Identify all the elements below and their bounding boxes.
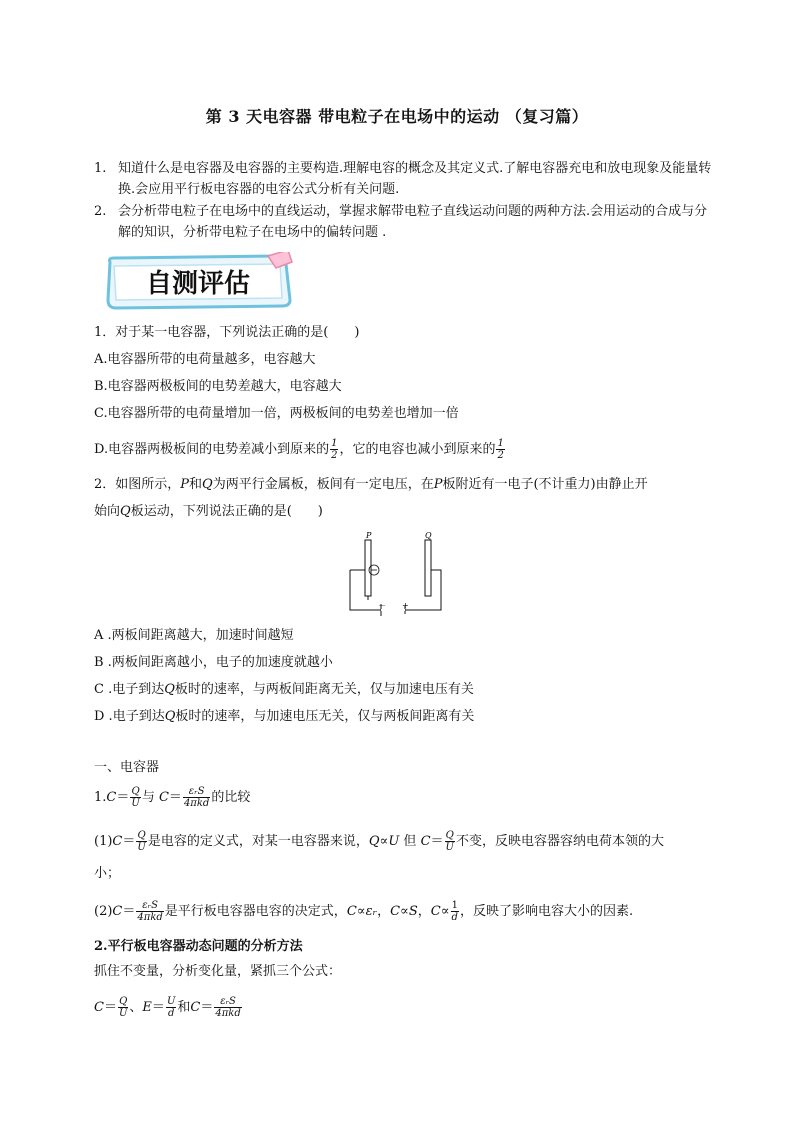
plate-q-label: Q <box>425 531 432 540</box>
eps-s-over-4pikd <box>214 996 241 1019</box>
sym-c: C <box>190 1000 201 1015</box>
q2-text: 板附近有一电子(不计重力)由静止开 <box>442 477 648 492</box>
objective-number: 1. <box>94 161 107 176</box>
n-text: ， <box>377 904 391 919</box>
n-text: 和 <box>177 1000 191 1015</box>
n-text: 但 <box>399 834 421 849</box>
frac-numerator: 1 <box>497 438 504 449</box>
prop-sign: ∝ <box>379 834 389 849</box>
frac-denominator: d <box>451 912 458 923</box>
q2-option-b: B .两板间距离越小，电子的加速度就越小 <box>94 655 333 670</box>
frac-numerator: 1 <box>451 900 458 911</box>
eq-sign: ＝ <box>122 834 136 849</box>
q-over-u <box>130 786 140 809</box>
sym-c: C <box>94 1000 104 1015</box>
sym-c: C <box>346 904 357 919</box>
eps-s-over-4pikd <box>136 900 163 923</box>
determinant-paragraph <box>94 900 633 923</box>
frac-numerator: 1 <box>331 438 338 449</box>
q2-stem-line-2 <box>94 502 323 522</box>
sym-c: C <box>106 790 117 805</box>
formula-compare-line <box>94 786 250 809</box>
frac-numerator: Q <box>119 996 128 1007</box>
n-text: 1. <box>94 790 107 805</box>
eq-sign: ＝ <box>151 1000 165 1015</box>
q2-d-text: 板时的速率，与加速电压无关，仅与两板间距离有关 <box>175 709 475 724</box>
n-text: 是电容的定义式，对某一电容器来说， <box>147 834 369 849</box>
q1-stem: 1．对于某一电容器，下列说法正确的是( ) <box>94 325 360 340</box>
q1-option-c: C.电容器所带的电荷量增加一倍，两极板间的电势差也增加一倍 <box>94 406 459 421</box>
one-over-d <box>451 900 459 923</box>
frac-numerator: Q <box>137 830 146 841</box>
frac-denominator: d <box>167 1008 175 1019</box>
q2-option-c <box>94 680 474 700</box>
half-fraction <box>330 438 338 461</box>
eq-sign: ＝ <box>430 834 444 849</box>
sym-c: C <box>430 904 441 919</box>
q2-c-text: 板时的速率，与两板间距离无关，仅与加速电压有关 <box>174 682 474 697</box>
sym-c: C <box>420 834 431 849</box>
q2-d-text: D .电子到达 <box>94 709 165 724</box>
q2-q: Q <box>164 682 175 697</box>
eq-sign: ＝ <box>116 790 130 805</box>
objective-text: 会分析带电粒子在电场中的直线运动，掌握求解带电粒子直线运动问题的两种方法.会用运动的合成与分解的知识，分析带电粒子在电场中的偏转问题 . <box>118 204 708 240</box>
q2-q: Q <box>202 477 213 492</box>
sym-e: E <box>142 1000 152 1015</box>
frac-denominator: 4πkd <box>215 1008 241 1019</box>
parallel-plates-diagram <box>345 530 445 616</box>
prop-sign: ∝ <box>400 904 409 919</box>
frac-numerator: Q <box>445 830 454 841</box>
q2-q: Q <box>164 709 176 724</box>
sym-u: U <box>388 834 400 849</box>
sym-c: C <box>390 904 401 919</box>
n-text: 不变，反映电容器容纳电荷本领的大 <box>455 834 664 849</box>
frac-denominator: U <box>445 842 454 853</box>
q2-text: 和 <box>189 477 203 492</box>
sym-c: C <box>112 834 123 849</box>
frac-denominator: U <box>118 1008 128 1019</box>
banner-label: 自测评估 <box>145 269 251 299</box>
q1-d-text-2: ，它的电容也减小到原来的 <box>339 442 496 457</box>
sym-c: C <box>158 790 169 805</box>
sym-q: Q <box>368 834 380 849</box>
u-over-d <box>166 996 176 1019</box>
objective-text: 知道什么是电容器及电容器的主要构造.理解电容的概念及其定义式.了解电容器充电和放电现象及能量转换.会应用平行板电容器的电容公式分析有关问题. <box>118 161 712 197</box>
n-text: ， <box>417 904 431 919</box>
n-text: (1) <box>94 834 113 849</box>
q2-p: P <box>433 477 443 492</box>
minus-sign: － <box>378 601 386 610</box>
objective-1 <box>94 158 714 200</box>
n-text: 、 <box>129 1000 143 1015</box>
q2-p: P <box>180 477 190 492</box>
frac-denominator: 4πkd <box>137 912 163 923</box>
eq-sign: ＝ <box>103 1000 117 1015</box>
eq-sign: ＝ <box>200 1000 214 1015</box>
sym-er: εᵣ <box>365 904 378 919</box>
n-text: 的比较 <box>211 790 251 805</box>
frac-denominator: U <box>131 798 140 809</box>
sym-s: S <box>408 904 418 919</box>
frac-denominator: U <box>137 842 146 853</box>
half-fraction <box>496 438 504 461</box>
n-text: (2) <box>94 904 113 919</box>
q2-stem-line-1 <box>94 475 648 495</box>
plate-p-label: P <box>366 531 372 540</box>
n-text: 与 <box>141 790 155 805</box>
eps-s-over-4pikd <box>183 786 210 809</box>
prop-sign: ∝ <box>356 904 366 919</box>
frac-numerator: εᵣS <box>183 786 210 798</box>
definition-paragraph-line-2: 小； <box>94 866 121 881</box>
n-text: 是平行板电容器电容的决定式， <box>164 904 347 919</box>
grasp-line: 抓住不变量，分析变化量，紧抓三个公式： <box>94 964 342 979</box>
definition-paragraph-line-1 <box>94 830 664 853</box>
q1-option-a: A.电容器所带的电荷量越多，电容越大 <box>94 352 316 367</box>
n-text: ，反映了影响电容大小的因素. <box>459 904 634 919</box>
frac-denominator: 2 <box>497 450 504 461</box>
self-assessment-banner <box>104 252 294 312</box>
q2-option-d <box>94 707 474 727</box>
eq-sign: ＝ <box>122 904 136 919</box>
plus-sign: + <box>402 601 409 610</box>
q1-option-d <box>94 438 506 461</box>
q2-c-text: C .电子到达 <box>94 682 165 697</box>
frac-numerator: Q <box>131 786 140 797</box>
q2-text: 为两平行金属板，板间有一定电压，在 <box>212 477 434 492</box>
objective-2 <box>94 201 714 243</box>
frac-numerator: U <box>166 996 176 1007</box>
three-formulas-line <box>94 996 243 1019</box>
q-over-u <box>136 830 146 853</box>
section-heading-dynamic: 2.平行板电容器动态问题的分析方法 <box>94 939 303 954</box>
q2-text: 始向 <box>94 504 121 519</box>
sym-c: C <box>112 904 123 919</box>
frac-denominator: 2 <box>331 450 338 461</box>
q2-text: 板运动，下列说法正确的是( ) <box>130 504 323 519</box>
objective-number: 2. <box>94 204 107 219</box>
page-title: 第 3 天电容器 带电粒子在电场中的运动 （复习篇） <box>205 107 589 126</box>
frac-denominator: 4πkd <box>183 798 210 809</box>
frac-numerator: εᵣS <box>136 900 163 912</box>
q1-d-text-1: D.电容器两极板间的电势差减小到原来的 <box>94 442 330 457</box>
q2-q: Q <box>120 504 131 519</box>
q-over-u <box>118 996 128 1019</box>
section-heading-capacitor: 一、电容器 <box>94 760 160 775</box>
eq-sign: ＝ <box>168 790 182 805</box>
q-over-u <box>445 830 455 853</box>
q2-option-a: A .两板间距离越大，加速时间越短 <box>94 628 294 643</box>
frac-numerator: εᵣS <box>214 996 241 1008</box>
prop-sign: ∝ <box>440 904 450 919</box>
q1-option-b: B.电容器两极板间的电势差越大，电容越大 <box>94 379 342 394</box>
q2-text: 2．如图所示， <box>94 477 181 492</box>
